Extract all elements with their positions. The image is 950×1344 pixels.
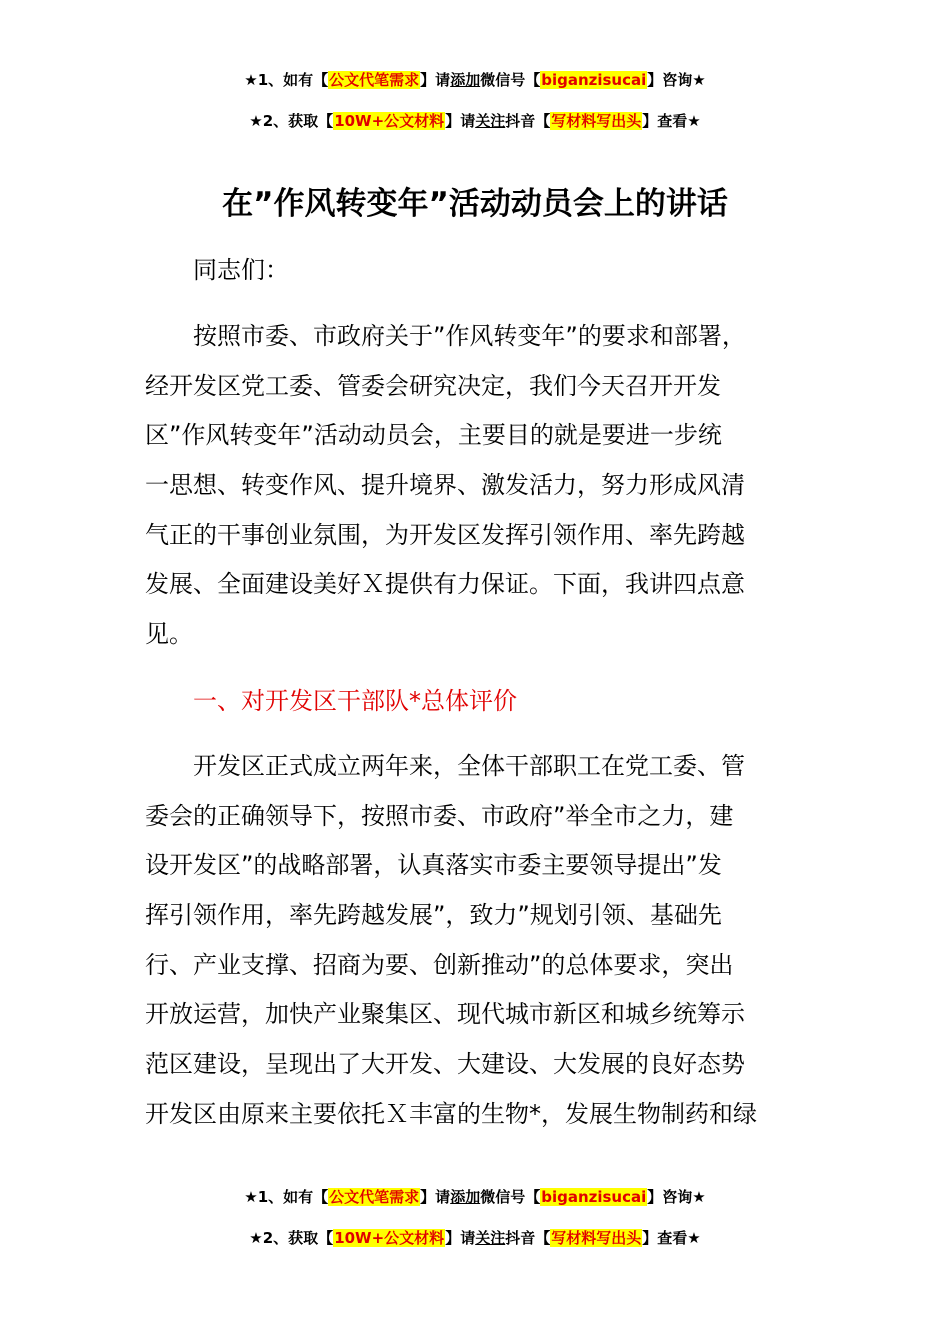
salutation-text: 同志们： (193, 256, 289, 284)
ad-underline: 关注 (475, 112, 506, 130)
paragraph-line: 挥引领作用，率先跨越发展”，致力”规划引领、基础先 (145, 901, 722, 930)
ad-text: ★1、如有【 (244, 71, 329, 89)
paragraph-line: 气正的干事创业氛围，为开发区发挥引领作用、率先跨越 (145, 520, 745, 549)
section-heading-text: 一、对开发区干部队*总体评价 (193, 687, 517, 715)
document-title: 在”作风转变年”活动动员会上的讲话 (222, 186, 728, 222)
ad-text: ★2、获取【 (249, 1229, 334, 1247)
paragraph-line: 经开发区党工委、管委会研究决定，我们今天召开开发 (145, 371, 721, 400)
ad-text: 】咨询★ (647, 71, 706, 89)
ad-text: 】查看★ (642, 1229, 701, 1247)
paragraph-line: 委会的正确领导下，按照市委、市政府”举全市之力，建 (145, 801, 734, 830)
ad-highlight: 10W+公文材料 (334, 112, 445, 130)
ad-highlight: 写材料写出头 (551, 112, 642, 130)
header-ad-line-1 (0, 69, 950, 91)
ad-underline: 添加 (450, 71, 481, 89)
footer-ad-line-2 (0, 1227, 950, 1249)
ad-highlight: 公文代笔需求 (329, 71, 420, 89)
ad-text: 微信号【 (480, 1188, 541, 1206)
ad-highlight: biganzisucai (541, 1188, 647, 1206)
paragraph-line: 见。 (145, 620, 193, 649)
ad-text: 】请 (420, 1188, 451, 1206)
header-ad-line-2 (0, 110, 950, 132)
paragraph-2 (145, 742, 835, 1140)
ad-text: 抖音【 (505, 112, 551, 130)
ad-text: 】请 (445, 1229, 476, 1247)
paragraph-line: 区”作风转变年”活动动员会，主要目的就是要进一步统 (145, 421, 722, 450)
ad-highlight: 公文代笔需求 (329, 1188, 420, 1206)
ad-text: 】请 (445, 112, 476, 130)
footer-ad-line-1 (0, 1186, 950, 1208)
salutation (145, 246, 835, 296)
ad-underline: 添加 (450, 1188, 481, 1206)
paragraph-line: 发展、全面建设美好Ｘ提供有力保证。下面，我讲四点意 (145, 570, 745, 599)
ad-highlight: 10W+公文材料 (334, 1229, 445, 1247)
paragraph-line: 开放运营，加快产业聚集区、现代城市新区和城乡统筹示 (145, 1000, 745, 1029)
paragraph-1 (145, 312, 835, 660)
paragraph-line: 一思想、转变作风、提升境界、激发活力，努力形成风清 (145, 471, 745, 500)
section-heading-1 (145, 677, 835, 727)
ad-text: 微信号【 (480, 71, 541, 89)
ad-text: ★2、获取【 (249, 112, 334, 130)
paragraph-line: 行、产业支撑、招商为要、创新推动”的总体要求，突出 (145, 950, 734, 979)
ad-highlight: 写材料写出头 (551, 1229, 642, 1247)
ad-underline: 关注 (475, 1229, 506, 1247)
ad-text: 抖音【 (505, 1229, 551, 1247)
ad-text: 】查看★ (642, 112, 701, 130)
paragraph-line: 设开发区”的战略部署，认真落实市委主要领导提出”发 (145, 851, 722, 880)
paragraph-line: 按照市委、市政府关于”作风转变年”的要求和部署， (193, 322, 746, 350)
paragraph-line: 开发区由原来主要依托Ｘ丰富的生物*，发展生物制药和绿 (145, 1099, 757, 1128)
ad-text: 】请 (420, 71, 451, 89)
ad-highlight: biganzisucai (541, 71, 647, 89)
ad-text: 】咨询★ (647, 1188, 706, 1206)
paragraph-line: 范区建设，呈现出了大开发、大建设、大发展的良好态势 (145, 1050, 745, 1079)
paragraph-line: 开发区正式成立两年来，全体干部职工在党工委、管 (193, 752, 745, 780)
ad-text: ★1、如有【 (244, 1188, 329, 1206)
